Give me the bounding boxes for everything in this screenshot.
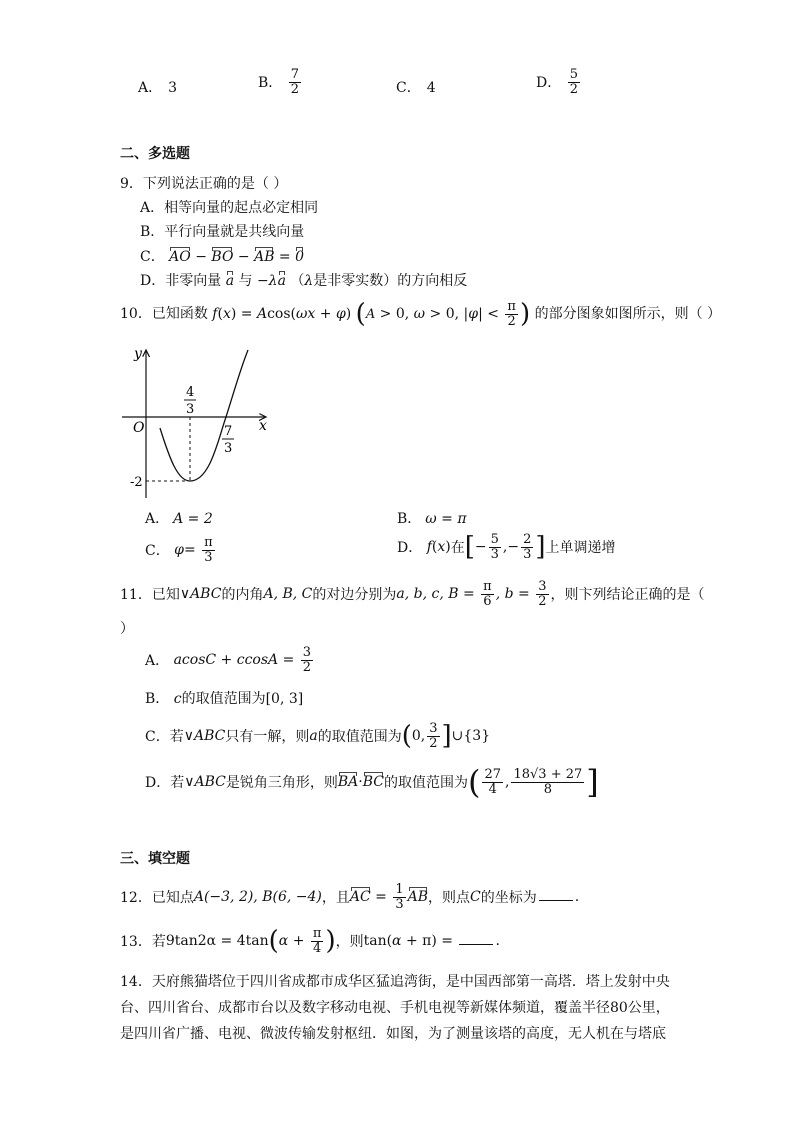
option-label: C．	[145, 543, 170, 560]
denominator: 3	[490, 546, 499, 562]
q10-option-a	[145, 508, 213, 528]
option-text: （	[290, 273, 305, 289]
option-label: D．	[536, 75, 562, 92]
stem-text: 已知	[151, 587, 180, 604]
min-label: -2	[130, 475, 143, 490]
q14-line-2: 台、四川省台、成都市台以及数字移动电视、手机电视等新媒体频道，覆盖半径80公里，	[120, 1000, 670, 1016]
fraction	[521, 533, 533, 561]
q9-option-d: D．非零向量 a 与 −λa （λ是非零实数）的方向相反	[140, 273, 468, 289]
option-label: A．	[145, 653, 170, 670]
function-expression: f	[212, 306, 218, 323]
option-text: 的取值范围为	[181, 691, 266, 707]
option-label: C．	[396, 80, 421, 96]
fraction	[202, 536, 215, 564]
option-label: A．	[138, 80, 163, 96]
stem-text: ，则卞列结论正确的是（	[550, 587, 705, 604]
numerator: π	[507, 299, 516, 314]
question-number: 13．	[120, 934, 152, 951]
numerator: π	[312, 926, 322, 941]
option-text: 在	[450, 540, 465, 557]
answer-blank[interactable]	[539, 900, 573, 901]
stem-text: 若	[151, 934, 166, 951]
option-text: 若	[169, 729, 184, 746]
denominator: 8	[543, 781, 552, 797]
numerator: 18√3 + 27	[513, 766, 583, 782]
stem-text: 的部分图象如图所示，则（ ）	[534, 306, 722, 323]
equation: 9tan2α = 4tan	[165, 933, 269, 950]
q10-stem: 10．已知函数 f(x) = Acos(ωx + φ) (A > 0, ω > 0, |φ| < $\frac{\pi}{2}$ ) 的部分图象如图所示，则（ ）	[120, 299, 722, 330]
question-number: 11．	[120, 587, 152, 604]
option-expression: φ=	[174, 542, 196, 559]
numerator: 3	[538, 579, 547, 594]
option-expression: A = 2	[173, 511, 213, 527]
question-number: 12．	[120, 890, 152, 907]
denominator: 4	[313, 940, 322, 956]
q8-option-d	[536, 68, 582, 96]
vector-neg-lambda-a: −λa	[256, 273, 286, 289]
fraction	[301, 646, 313, 674]
option-label: A．	[145, 511, 170, 527]
q11-option-a	[145, 646, 315, 674]
q10-option-c	[145, 536, 217, 564]
q10-option-d: D． f(x)在[− $\frac{5}{3}$ ,− $\frac{2}{3}$ ]上单调递增	[397, 532, 616, 563]
option-expression: ω = π	[425, 511, 467, 527]
stem-text: 已知函数	[151, 306, 208, 323]
denominator: 3	[395, 896, 404, 912]
numerator: 7	[290, 67, 300, 82]
option-label: C．	[140, 249, 165, 265]
option-text: 是锐角三角形，则	[225, 775, 338, 791]
q9-option-a: A．相等向量的起点必定相同	[140, 200, 319, 216]
denominator: 2	[429, 735, 438, 751]
option-label: D．	[145, 775, 171, 791]
q11-stem-close: ）	[120, 621, 134, 637]
x-label: x	[259, 418, 267, 434]
option-text: 与	[238, 273, 253, 289]
denominator: 2	[302, 659, 312, 675]
denominator: 2	[538, 593, 547, 609]
option-text: 的取值范围为	[317, 729, 402, 746]
option-expression: acosC + ccosA =	[173, 652, 295, 669]
mark1-numerator: 4	[186, 385, 195, 400]
vector-a: a	[225, 273, 235, 289]
q11-option-b: B． c的取值范围为[0, 3]	[145, 691, 304, 707]
option-label: B．	[145, 691, 170, 707]
q10-option-b	[397, 508, 467, 528]
fraction	[289, 68, 301, 96]
option-label: B．	[258, 75, 283, 92]
y-label: y	[134, 346, 142, 362]
option-label: B．	[397, 511, 422, 527]
section-heading-fill-in: 三、填空题	[120, 851, 190, 867]
q14-line-3: 是四川省广播、电视、微波传输发射枢纽．如图，为了测量该塔的高度，无人机在与塔底	[120, 1026, 666, 1042]
option-text: 的取值范围为	[383, 775, 468, 791]
question-number: 10．	[120, 306, 152, 323]
stem-text: ，则点	[428, 890, 471, 907]
q9-option-c	[140, 246, 304, 266]
fraction	[482, 768, 503, 796]
option-text: 非零向量	[165, 273, 222, 289]
denominator: 3	[204, 549, 213, 565]
option-value: 4	[426, 80, 436, 96]
q13-stem: 13．若9tan2α = 4tan(α + $\frac{\pi}{4}$ )，则tan(α + π) = .	[120, 926, 500, 957]
mark2-numerator: 7	[224, 424, 233, 439]
function-graph	[118, 340, 278, 500]
denominator: 6	[483, 593, 492, 609]
q14-line-1: 14．天府熊猫塔位于四川省成都市成华区猛追湾街，是中国西部第一高塔．塔上发射中央	[120, 974, 670, 990]
fraction	[568, 68, 580, 96]
numerator: 1	[395, 882, 404, 897]
fraction	[505, 300, 518, 328]
option-label: D．	[140, 273, 166, 289]
answer-blank[interactable]	[459, 944, 493, 945]
numerator: 5	[569, 67, 578, 82]
origin-label: O	[133, 420, 145, 436]
q12-stem: 12．已知点A(−3, 2), B(6, −4)，且AC = $\frac{1}{3}$ AB，则点C的坐标为 .	[120, 882, 580, 912]
q9-option-b: B．平行向量就是共线向量	[140, 224, 305, 240]
q8-option-c	[396, 77, 436, 97]
fraction	[536, 580, 548, 608]
fraction	[311, 927, 324, 955]
curve	[160, 350, 248, 481]
denominator: 3	[523, 546, 532, 562]
q11-stem: 11．已知∨ABC的内角A, B, C的对边分别为a, b, c, B = $\frac{\pi}{6}$ , b = $\frac{3}{2}$ ，则卞列结论正确的是（	[120, 579, 705, 609]
numerator: 5	[490, 532, 499, 547]
fraction	[393, 883, 405, 911]
q8-option-b	[258, 68, 303, 96]
denominator: 4	[488, 781, 497, 797]
numerator: π	[483, 579, 492, 594]
vector-expression: AO − BO − AB = 0	[169, 249, 305, 265]
stem-text: ，则	[335, 934, 364, 951]
denominator: 2	[290, 81, 300, 97]
numerator: 2	[523, 532, 532, 547]
q11-option-c: C．若∨ABC只有一解，则a的取值范围为(0, $\frac{3}{2}$ ]∪{3}	[145, 721, 491, 752]
fraction	[489, 533, 501, 561]
period: .	[495, 933, 500, 950]
option-text: 是非零实数）的方向相反	[313, 273, 468, 289]
fraction	[427, 722, 439, 750]
period: .	[574, 889, 580, 906]
fraction	[511, 768, 584, 796]
option-label: C．	[145, 729, 170, 746]
numerator: π	[204, 535, 213, 550]
option-text: 只有一解，则	[225, 729, 310, 746]
numerator: 27	[484, 766, 502, 782]
stem-text: ，且	[321, 890, 350, 907]
stem-text: 的坐标为	[480, 890, 537, 907]
stem-text: 的内角	[221, 587, 264, 604]
stem-text: 已知点	[151, 890, 194, 907]
q11-option-d: D．若∨ABC是锐角三角形，则BA·BC的取值范围为( $\frac{27}{4}$ , $\frac{18√3 + 27}{8}$ ]	[145, 763, 599, 801]
q9-stem: 9．下列说法正确的是（ ）	[120, 176, 288, 192]
section-heading-multi-choice: 二、多选题	[120, 146, 190, 162]
option-text: 若	[170, 775, 185, 791]
fraction	[481, 580, 494, 608]
mark2-denominator: 3	[224, 441, 233, 456]
mark1-denominator: 3	[186, 402, 195, 417]
option-text: 上单调递增	[545, 540, 616, 557]
denominator: 2	[507, 313, 516, 329]
q8-option-a	[138, 77, 177, 97]
denominator: 2	[569, 81, 578, 97]
option-label: D．	[397, 540, 423, 557]
stem-text: 的对边分别为	[312, 587, 397, 604]
numerator: 3	[429, 721, 438, 736]
numerator: 3	[302, 645, 312, 660]
option-value: 3	[168, 80, 178, 96]
